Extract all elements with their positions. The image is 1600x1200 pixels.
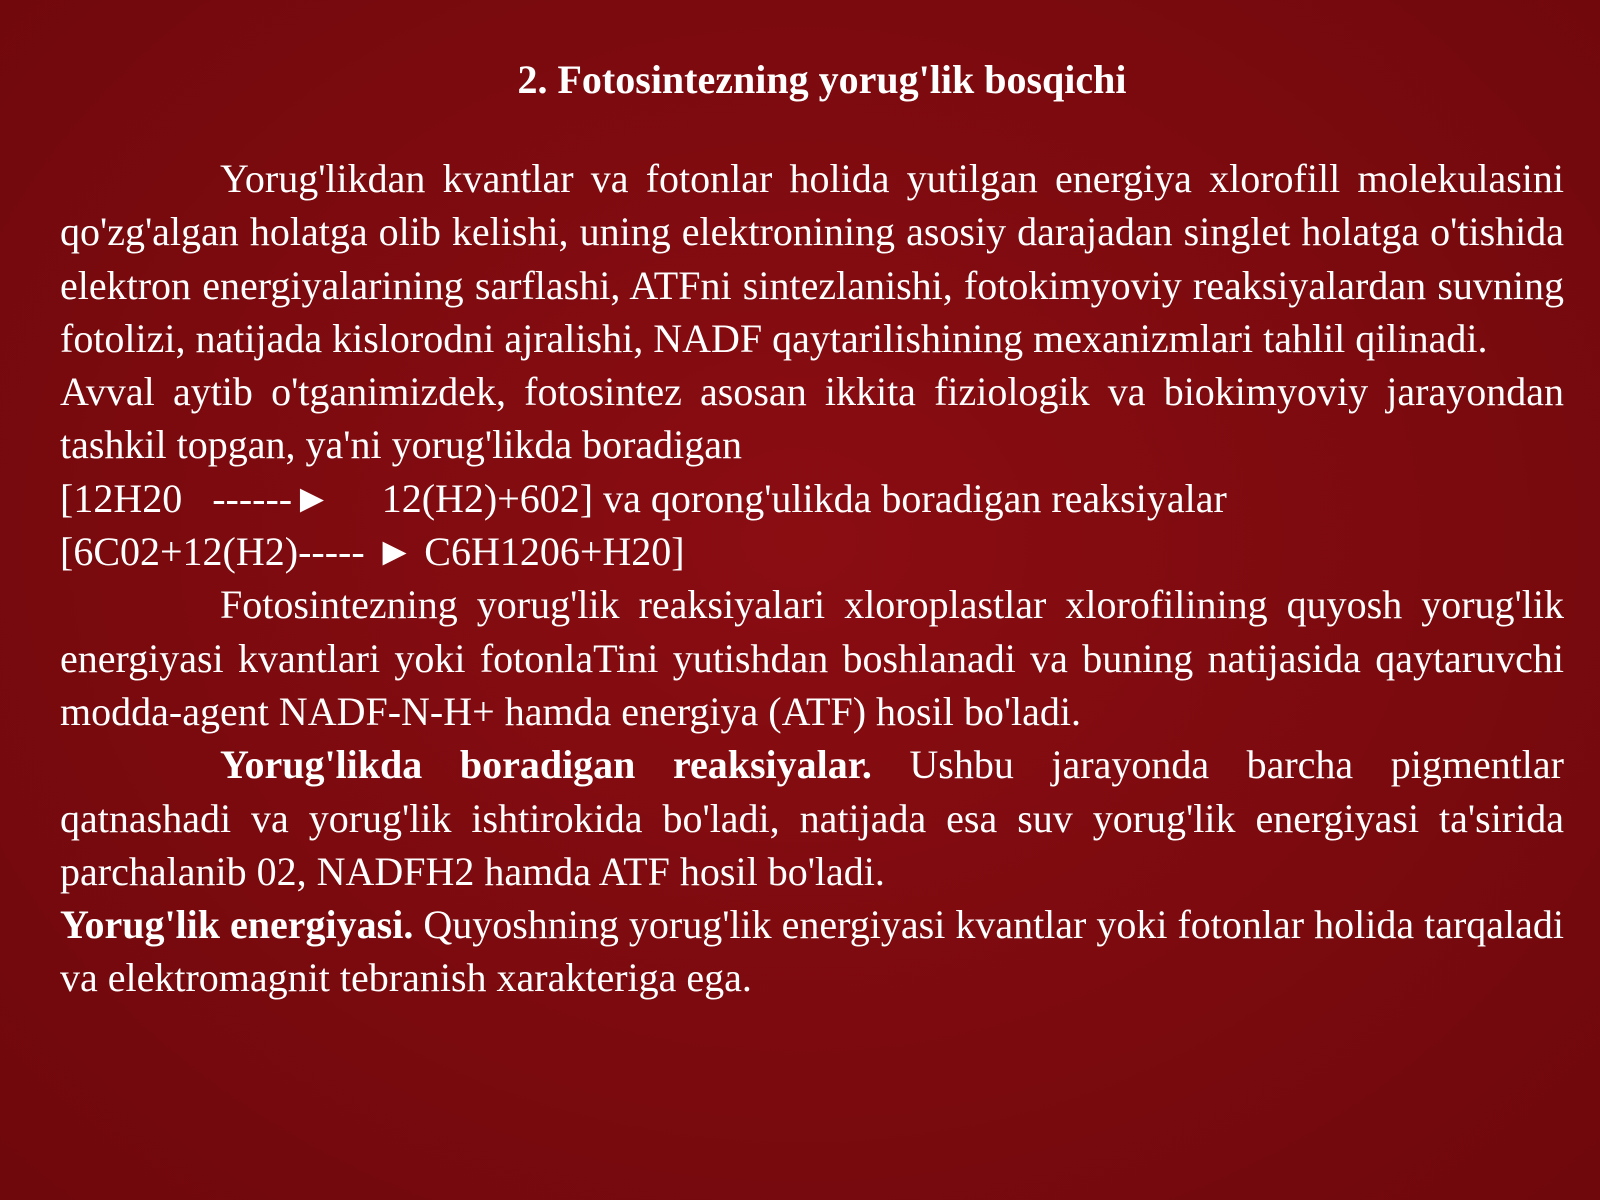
equation-light-reaction: [12H20 ------► 12(H2)+602] va qorong'ulikda boradigan reaksiyalar <box>60 475 1227 521</box>
slide-body <box>60 152 1564 1005</box>
equation-dark-reaction: [6C02+12(H2)----- ► C6H1206+H20] <box>60 529 685 575</box>
heading-light-energy: Yorug'lik energiyasi. <box>60 902 414 948</box>
paragraph-light-energy <box>60 898 1564 1005</box>
text-light-energy: Quyoshning yorug'lik energiyasi kvantlar yoki fotonlar holida tarqaladi va elektromagnit tebranish xarakteriga ega. <box>60 902 1565 1001</box>
paragraph-light-dependent <box>60 738 1564 898</box>
paragraph-overview: Avval aytib o'tganimizdek, fotosintez asosan ikkita fiziologik va biokimyoviy jarayondan tashkil topgan, ya'ni yorug'likda boradigan <box>60 369 1564 468</box>
heading-light-dependent: Yorug'likda boradigan reaksiyalar. <box>220 742 872 788</box>
text-light-dependent: Ushbu jarayonda barcha pigmentlar qatnashadi va yorug'lik ishtirokida bo'ladi, natijada esa suv yorug'lik energiyasi ta'sirida parchalanib 02, NADFH2 hamda ATF hosil bo'ladi. <box>60 742 1564 894</box>
slide-title: 2. Fotosintezning yorug'lik bosqichi <box>517 57 1127 102</box>
paragraph-intro: Yorug'likdan kvantlar va fotonlar holida yutilgan energiya xlorofill molekulasini qo'zg'algan holatga olib kelishi, uning elektronining asosiy darajadan singlet holatga o'tishida elektron energiyalarining sarflashi, ATFni sintezlanishi, fotokimyoviy reaksiyalardan suvning fotolizi, natijada kislorodni ajralishi, NADF qaytarilishining mexanizmlari tahlil qilinadi. <box>60 156 1564 361</box>
paragraph-light-reactions: Fotosintezning yorug'lik reaksiyalari xloroplastlar xlorofilining quyosh yorug'lik energiyasi kvantlari yoki fotonlaTini yutishdan boshlanadi va buning natijasida qaytaruvchi modda-agent NADF-N-H+ hamda energiya (ATF) hosil bo'ladi. <box>60 582 1564 734</box>
